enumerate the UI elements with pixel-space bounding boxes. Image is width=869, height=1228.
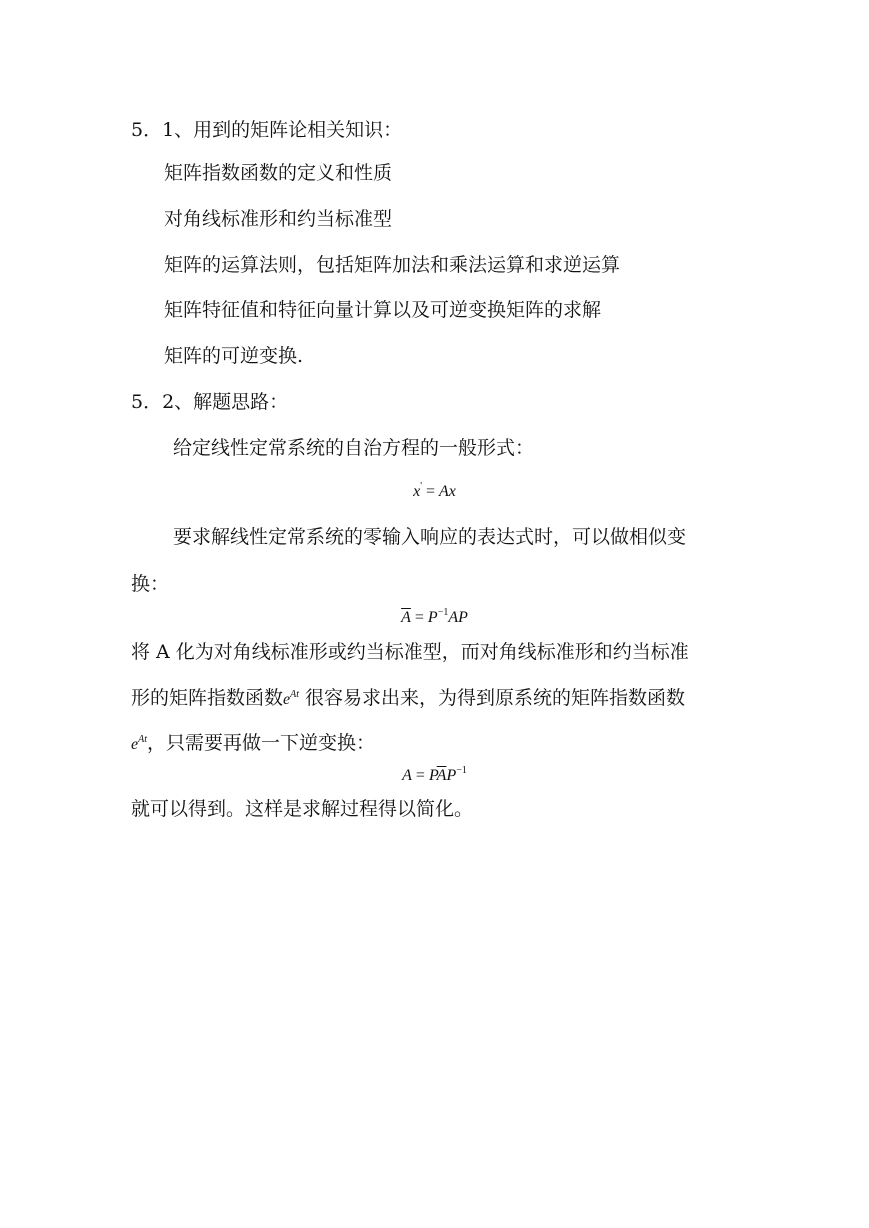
equation-state: x' = Ax — [413, 481, 456, 500]
paragraph-line: $e^{At}$，只需要再做一下逆变换： — [131, 732, 376, 754]
paragraph-line: 形的矩阵指数函数$e^{At}$ 很容易求出来，为得到原系统的矩阵指数函数 — [131, 687, 686, 709]
knowledge-item: 对角线标准形和约当标准型 — [164, 208, 393, 230]
knowledge-item: 矩阵特征值和特征向量计算以及可逆变换矩阵的求解 — [164, 299, 602, 321]
knowledge-item: 矩阵指数函数的定义和性质 — [164, 162, 393, 184]
conclusion-paragraph: 就可以得到。这样是求解过程得以简化。 — [131, 798, 474, 820]
section-5-1-heading: 5．1、用到的矩阵论相关知识： — [131, 119, 403, 141]
matrix-exponential: $e^{At}$ — [131, 734, 147, 753]
paragraph-line: 要求解线性定常系统的零输入响应的表达式时，可以做相似变 — [173, 526, 687, 548]
equation-inverse: $A = P\overline{A}P^{-1}$ — [402, 765, 467, 784]
knowledge-item: 矩阵的运算法则，包括矩阵加法和乘法运算和求逆运算 — [164, 254, 621, 276]
paragraph-line: 换： — [131, 573, 170, 595]
equation-similarity: $\overline{A} = P^{-1}AP$ — [401, 607, 468, 626]
section-5-2-heading: 5．2、解题思路： — [131, 391, 289, 413]
matrix-exponential: $e^{At}$ — [283, 689, 300, 708]
paragraph-line: 将 A 化为对角线标准形或约当标准型，而对角线标准形和约当标准 — [131, 641, 689, 663]
intro-paragraph: 给定线性定常系统的自治方程的一般形式： — [173, 437, 535, 459]
knowledge-item: 矩阵的可逆变换. — [164, 345, 304, 367]
